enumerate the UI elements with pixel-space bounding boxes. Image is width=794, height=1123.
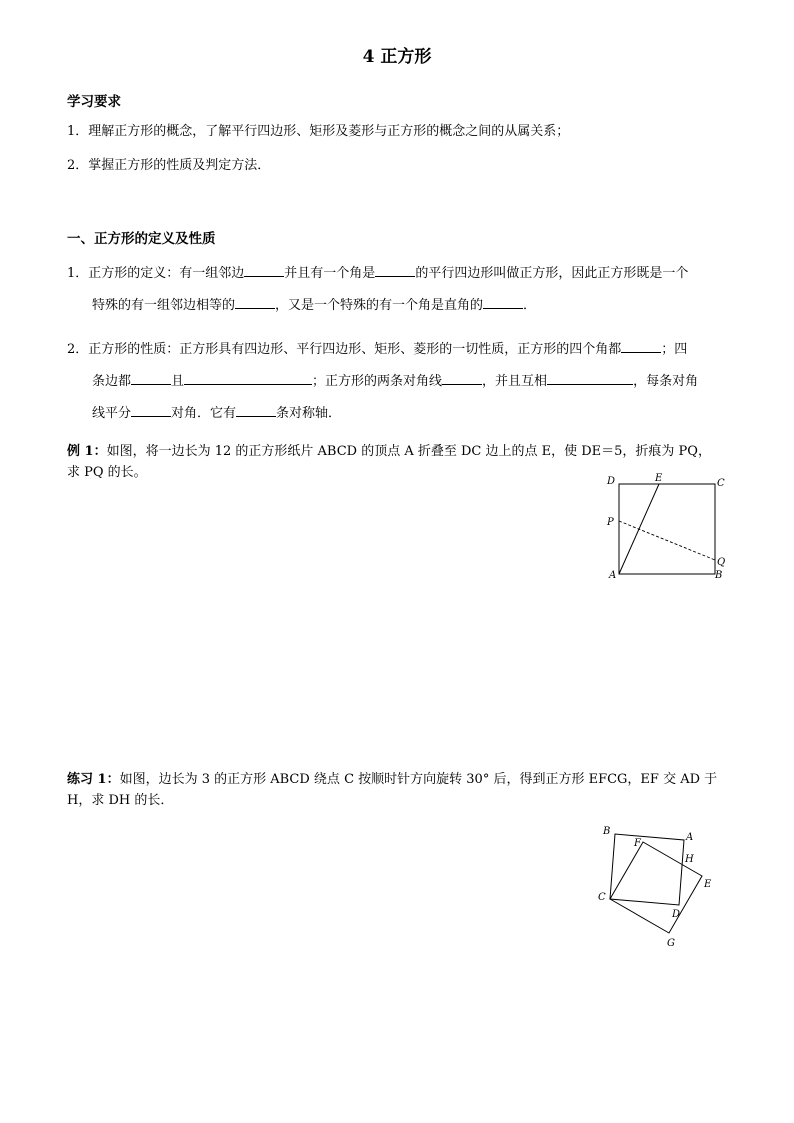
item-number: 1． xyxy=(67,266,89,281)
definition-text: 的平行四边形叫做正方形，因此正方形既是一个 xyxy=(415,266,689,281)
property-text: ；四 xyxy=(661,342,688,357)
property-line-2 xyxy=(92,370,698,392)
practice1-line-2: H，求 DH 的长． xyxy=(67,793,174,808)
example1-label: 例 1： xyxy=(67,444,107,459)
blank-line xyxy=(236,402,276,417)
property-text: 对角．它有 xyxy=(171,406,237,421)
blank-line xyxy=(442,370,482,385)
property-text: ，并且互相 xyxy=(482,374,548,389)
label-e: E xyxy=(655,473,663,484)
label-h: H xyxy=(685,854,694,865)
label-q: Q xyxy=(717,557,726,568)
practice1-label: 练习 1： xyxy=(67,772,120,787)
definition-text: 特殊的有一组邻边相等的 xyxy=(92,298,236,313)
example1-line-1 xyxy=(67,442,711,462)
practice1-text: 如图，边长为 3 的正方形 ABCD 绕点 C 按顺时针方向旋转 30° 后，得到正方形 EFCG，EF 交 AD 于 xyxy=(119,772,718,787)
property-text: 线平分 xyxy=(92,406,132,421)
label-g: G xyxy=(667,938,675,949)
label-b: B xyxy=(715,570,723,581)
section1-heading: 一、正方形的定义及性质 xyxy=(67,231,216,247)
property-line-3 xyxy=(92,402,341,424)
blank-line xyxy=(235,294,275,309)
definition-line-2 xyxy=(92,294,536,316)
requirements-heading: 学习要求 xyxy=(67,94,121,110)
blank-line xyxy=(184,370,312,385)
property-text: ，每条对角 xyxy=(633,374,699,389)
blank-line xyxy=(244,262,284,277)
definition-line-1 xyxy=(67,262,688,284)
requirement-item-1: 1．理解正方形的概念，了解平行四边形、矩形及菱形与正方形的概念之间的从属关系； xyxy=(67,124,570,139)
practice1-figure xyxy=(590,820,730,955)
property-text: ；正方形的两条对角线 xyxy=(312,374,443,389)
blank-line xyxy=(483,294,523,309)
practice1-line-1 xyxy=(67,770,717,790)
label-d: D xyxy=(672,909,681,920)
label-a: A xyxy=(609,570,617,581)
label-a: A xyxy=(686,832,694,843)
label-d: D xyxy=(607,476,616,487)
property-text: 条对称轴． xyxy=(276,406,342,421)
label-b: B xyxy=(603,826,611,837)
page-title: 4 正方形 xyxy=(362,47,432,67)
label-c: C xyxy=(717,478,725,489)
label-c: C xyxy=(598,892,606,903)
property-line-1 xyxy=(67,338,687,360)
label-p: P xyxy=(607,517,614,528)
blank-line xyxy=(621,338,661,353)
property-text: 条边都 xyxy=(92,374,132,389)
requirement-item-2: 2．掌握正方形的性质及判定方法． xyxy=(67,158,271,173)
example1-line-2: 求 PQ 的长。 xyxy=(67,465,147,480)
blank-line xyxy=(547,370,633,385)
label-f: F xyxy=(634,838,641,849)
blank-line xyxy=(375,262,415,277)
example1-figure xyxy=(600,470,730,585)
blank-line xyxy=(131,370,171,385)
item-number: 2． xyxy=(67,342,89,357)
blank-line xyxy=(131,402,171,417)
definition-text: 正方形的定义：有一组邻边 xyxy=(88,266,245,281)
label-e: E xyxy=(704,879,712,890)
property-text: 且 xyxy=(171,374,185,389)
property-text: 正方形的性质：正方形具有四边形、平行四边形、矩形、菱形的一切性质，正方形的四个角都 xyxy=(88,342,622,357)
definition-text: ，又是一个特殊的有一个角是直角的 xyxy=(275,298,484,313)
example1-text: 如图，将一边长为 12 的正方形纸片 ABCD 的顶点 A 折叠至 DC 边上的点 E，使 DE＝5，折痕为 PQ， xyxy=(106,444,711,459)
definition-text: ． xyxy=(523,298,537,313)
square-abcd xyxy=(619,484,715,574)
definition-text: 并且有一个角是 xyxy=(284,266,376,281)
